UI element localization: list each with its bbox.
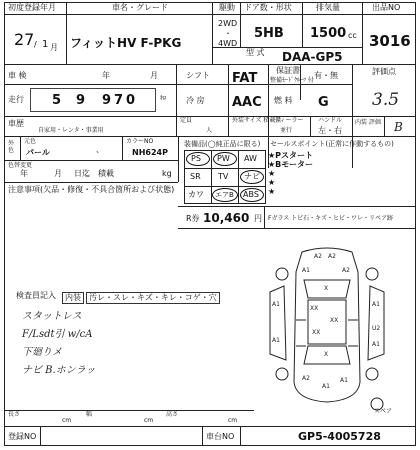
inspection-tab-interior: 内装	[62, 292, 84, 304]
width-label: 幅	[86, 411, 93, 418]
car-name: フィットHV F-PKG	[70, 36, 182, 50]
mileage-digit-5: 0	[126, 93, 136, 108]
ac-value: AAC	[232, 95, 262, 110]
mark-16: A1	[322, 383, 330, 390]
eq-aw: AW	[244, 154, 257, 163]
mark-4: A2	[342, 267, 350, 274]
eval-label: 評価点	[372, 67, 396, 76]
displacement-value: 1500	[310, 26, 347, 41]
colorno-value: NH624P	[132, 148, 168, 157]
mileage-digit-3: 9	[102, 93, 112, 108]
mark-7: XX	[330, 317, 339, 324]
eq-ps: PS	[191, 154, 201, 163]
mark-9: A1	[272, 301, 280, 308]
drive-dot: ・	[224, 29, 232, 38]
warranty-value: 有・無	[314, 71, 338, 80]
selling-point-3: ★	[268, 169, 276, 178]
chassis-number: GP5-4005728	[298, 430, 381, 443]
maint-unit: kg	[162, 169, 172, 178]
eq-airbag: エアB	[215, 191, 234, 199]
inspector-label: 検査員記入	[16, 291, 56, 300]
width-unit: cm	[144, 417, 154, 424]
spare-label: スペア	[374, 408, 393, 415]
drive-label: 駆動	[219, 3, 235, 12]
inspection-note-4: ナビ B.ホンラッ	[22, 365, 96, 376]
doors-label: ドア数・形状	[244, 3, 292, 12]
displacement-label: 排気量	[316, 3, 340, 12]
colorno-label: カラーNO	[126, 138, 154, 145]
shift-label: シフト	[186, 71, 210, 80]
notes-label: 注意事項(欠品・修復・不具合箇所および状態)	[8, 185, 175, 194]
mileage-digit-4: 7	[114, 93, 124, 108]
fuel-value: G	[318, 95, 329, 110]
mileage-unit: ｷﾛ	[160, 95, 167, 102]
warranty-sub: 整備ﾓｰﾄﾞｸﾙｰﾂ 付	[270, 77, 314, 84]
ac-label: 冷 房	[186, 96, 205, 105]
length-unit: cm	[62, 417, 72, 424]
length-label: 長さ	[8, 411, 21, 418]
reg-month-suffix: 月	[50, 43, 58, 52]
equipment-label: 装備品(◯純正品に限る)	[184, 140, 261, 148]
handle-value: 左・右	[318, 126, 342, 135]
eq-sr: SR	[190, 172, 201, 181]
model-label: 型 式	[246, 48, 265, 57]
eq-navi: ナビ	[244, 172, 260, 181]
recycle-label: R券	[186, 214, 200, 223]
selling-point-5: ★	[268, 187, 276, 196]
capacity-unit: 人	[206, 127, 213, 134]
change-year: 年	[20, 169, 28, 178]
selling-points-label: セールスポイント(正常に作動するもの)	[270, 140, 394, 148]
mark-12: A1	[272, 337, 280, 344]
drive-4wd: 4WD	[218, 39, 238, 48]
displacement-unit: cc	[348, 31, 357, 40]
interior-grade: B	[394, 120, 403, 134]
glass-label: Fガラス トビ石・キズ・ヒビ・ワレ・リペア跡	[268, 215, 393, 222]
eq-abs: ABS	[243, 190, 259, 199]
maint-label: 積載	[98, 169, 114, 178]
color-sub-label: 元色	[24, 138, 37, 145]
eq-pw: PW	[217, 154, 230, 163]
mark-1: A2	[314, 253, 322, 260]
change-month: 月	[54, 169, 62, 178]
shift-value: FAT	[232, 71, 258, 86]
dealer-value: 並行	[280, 127, 293, 134]
shaken-label: 車 検	[8, 71, 27, 80]
mark-14: X	[324, 351, 329, 358]
mark-2: A2	[328, 253, 336, 260]
doors-value: 5HB	[254, 26, 284, 41]
inspection-note-1: スタットレス	[22, 311, 82, 322]
dealer-label: ディーラー	[274, 117, 304, 124]
load-label: 外装サイズ 積載量	[232, 117, 282, 124]
chassis-label: 車台NO	[206, 432, 235, 441]
eval-score: 3.5	[372, 90, 400, 110]
car-damage-diagram	[262, 242, 392, 412]
mark-13: A1	[372, 341, 380, 348]
mileage-digit-2: 9	[76, 93, 86, 108]
car-name-label: 車名・グレード	[112, 3, 168, 12]
inspection-tab-damage: 汚レ・スレ・キズ・キレ・コゲ・穴	[86, 292, 220, 304]
eq-leather: カワ	[188, 190, 204, 199]
lot-number: 3016	[369, 32, 411, 50]
selling-point-4: ★	[268, 178, 276, 187]
color-separator: 、	[96, 145, 104, 154]
mark-3: A1	[302, 267, 310, 274]
selling-point-2: ★Bモーター	[268, 160, 313, 169]
height-label: 高さ	[166, 411, 179, 418]
shaken-year: 年	[102, 71, 110, 80]
lot-label: 出品NO	[372, 3, 401, 12]
mark-6: XX	[310, 305, 319, 312]
reg-no-label: 登録NO	[8, 432, 37, 441]
mark-15: A2	[302, 375, 310, 382]
capacity-label: 定員	[180, 117, 193, 124]
recycle-value: 10,460	[203, 211, 250, 225]
inspection-note-3: 下廻りメ	[22, 347, 62, 358]
drive-2wd: 2WD	[218, 19, 238, 28]
mark-10: A1	[372, 301, 380, 308]
color-value: パール	[26, 148, 50, 157]
history-label: 車歴	[8, 119, 24, 128]
reg-month: 1	[42, 39, 49, 50]
selling-point-1: ★Pスタート	[268, 151, 314, 160]
fuel-label: 燃 料	[274, 96, 293, 105]
change-day: 日迄	[74, 169, 90, 178]
mileage-box	[30, 88, 156, 112]
mark-8: XX	[312, 329, 321, 336]
model-value: DAA-GP5	[282, 50, 343, 64]
mark-5: X	[324, 285, 329, 292]
shaken-month: 月	[150, 71, 158, 80]
color-label: 外色	[8, 140, 15, 155]
handle-label: ハンドル	[318, 117, 343, 124]
mileage-label: 走行	[8, 95, 24, 104]
recycle-unit: 円	[254, 214, 262, 223]
reg-year: 27	[14, 30, 35, 49]
color-change-label: 色替変更	[8, 162, 33, 169]
mark-11: U2	[372, 325, 381, 332]
reg-date-label: 初度登録年月	[8, 3, 56, 12]
eq-tv: TV	[218, 172, 229, 181]
reg-year-unit: /	[34, 40, 37, 49]
mark-17: A1	[340, 377, 348, 384]
interior-label: 内装 評価	[355, 119, 381, 126]
history-options: 自家用・レンタ・事業用	[38, 127, 104, 134]
inspection-note-2: F/Lsdt引 w/cA	[22, 329, 93, 340]
warranty-label: 保証書	[276, 66, 300, 75]
mileage-digit-1: 5	[52, 93, 62, 108]
height-unit: cm	[228, 417, 238, 424]
